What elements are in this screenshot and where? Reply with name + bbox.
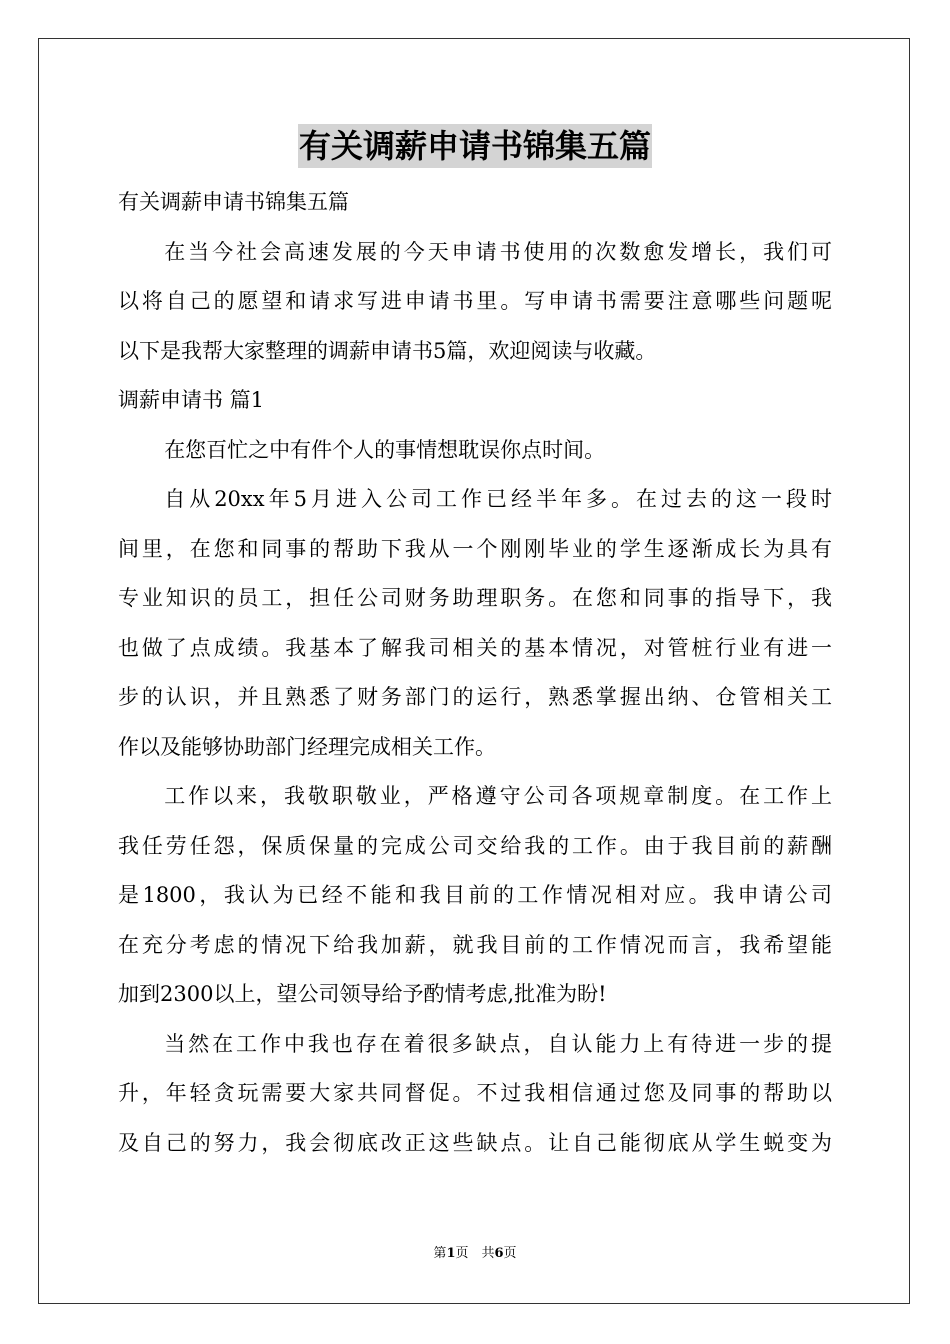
text-line: 当然在工作中我也存在着很多缺点，自认能力上有待进一步的提 — [164, 1031, 832, 1056]
text-line: 升，年轻贪玩需要大家共同督促。不过我相信通过您及同事的帮助以 — [118, 1081, 832, 1105]
text-line: 作以及能够协助部门经理完成相关工作。 — [118, 734, 496, 759]
page-footer — [0, 1244, 950, 1264]
text-line: 以下是我帮大家整理的调薪申请书5篇，欢迎阅读与收藏。 — [118, 338, 657, 363]
title-container — [0, 124, 950, 168]
footer-suffix: 页 — [503, 1246, 517, 1261]
text-line: 工作以来，我敬职敬业，严格遵守公司各项规章制度。在工作上 — [164, 784, 832, 808]
text-line: 在您百忙之中有件个人的事情想耽误你点时间。 — [164, 437, 606, 462]
text-line: 自从20xx年5月进入公司工作已经半年多。在过去的这一段时 — [164, 487, 832, 511]
document-title: 有关调薪申请书锦集五篇 — [298, 124, 652, 168]
text-line: 及自己的努力，我会彻底改正这些缺点。让自己能彻底从学生蜕变为 — [118, 1130, 832, 1155]
text-line: 是1800，我认为已经不能和我目前的工作情况相对应。我申请公司 — [118, 883, 832, 907]
document-body — [118, 178, 832, 1168]
footer-middle: 页 共 — [455, 1246, 495, 1261]
text-line: 调薪申请书 篇1 — [118, 388, 265, 412]
text-line: 专业知识的员工，担任公司财务助理职务。在您和同事的指导下，我 — [118, 586, 832, 610]
text-line: 我任劳任怨，保质保量的完成公司交给我的工作。由于我目前的薪酬 — [118, 833, 832, 858]
text-line: 以将自己的愿望和请求写进申请书里。写申请书需要注意哪些问题呢 — [118, 289, 832, 313]
text-line: 步的认识，并且熟悉了财务部门的运行，熟悉掌握出纳、仓管相关工 — [118, 685, 832, 709]
text-line: 有关调薪申请书锦集五篇 — [118, 190, 349, 214]
text-line: 在充分考虑的情况下给我加薪，就我目前的工作情况而言，我希望能 — [118, 932, 832, 957]
text-line: 间里，在您和同事的帮助下我从一个刚刚毕业的学生逐渐成长为具有 — [118, 536, 832, 561]
footer-page-number: 1 — [446, 1246, 456, 1261]
footer-total-pages: 6 — [494, 1246, 504, 1261]
text-line: 加到2300以上，望公司领导给予酌情考虑,批准为盼! — [118, 982, 607, 1006]
text-line: 也做了点成绩。我基本了解我司相关的基本情况，对管桩行业有进一 — [118, 635, 832, 660]
text-line: 在当今社会高速发展的今天申请书使用的次数愈发增长，我们可 — [164, 239, 832, 264]
footer-prefix: 第 — [433, 1246, 447, 1261]
